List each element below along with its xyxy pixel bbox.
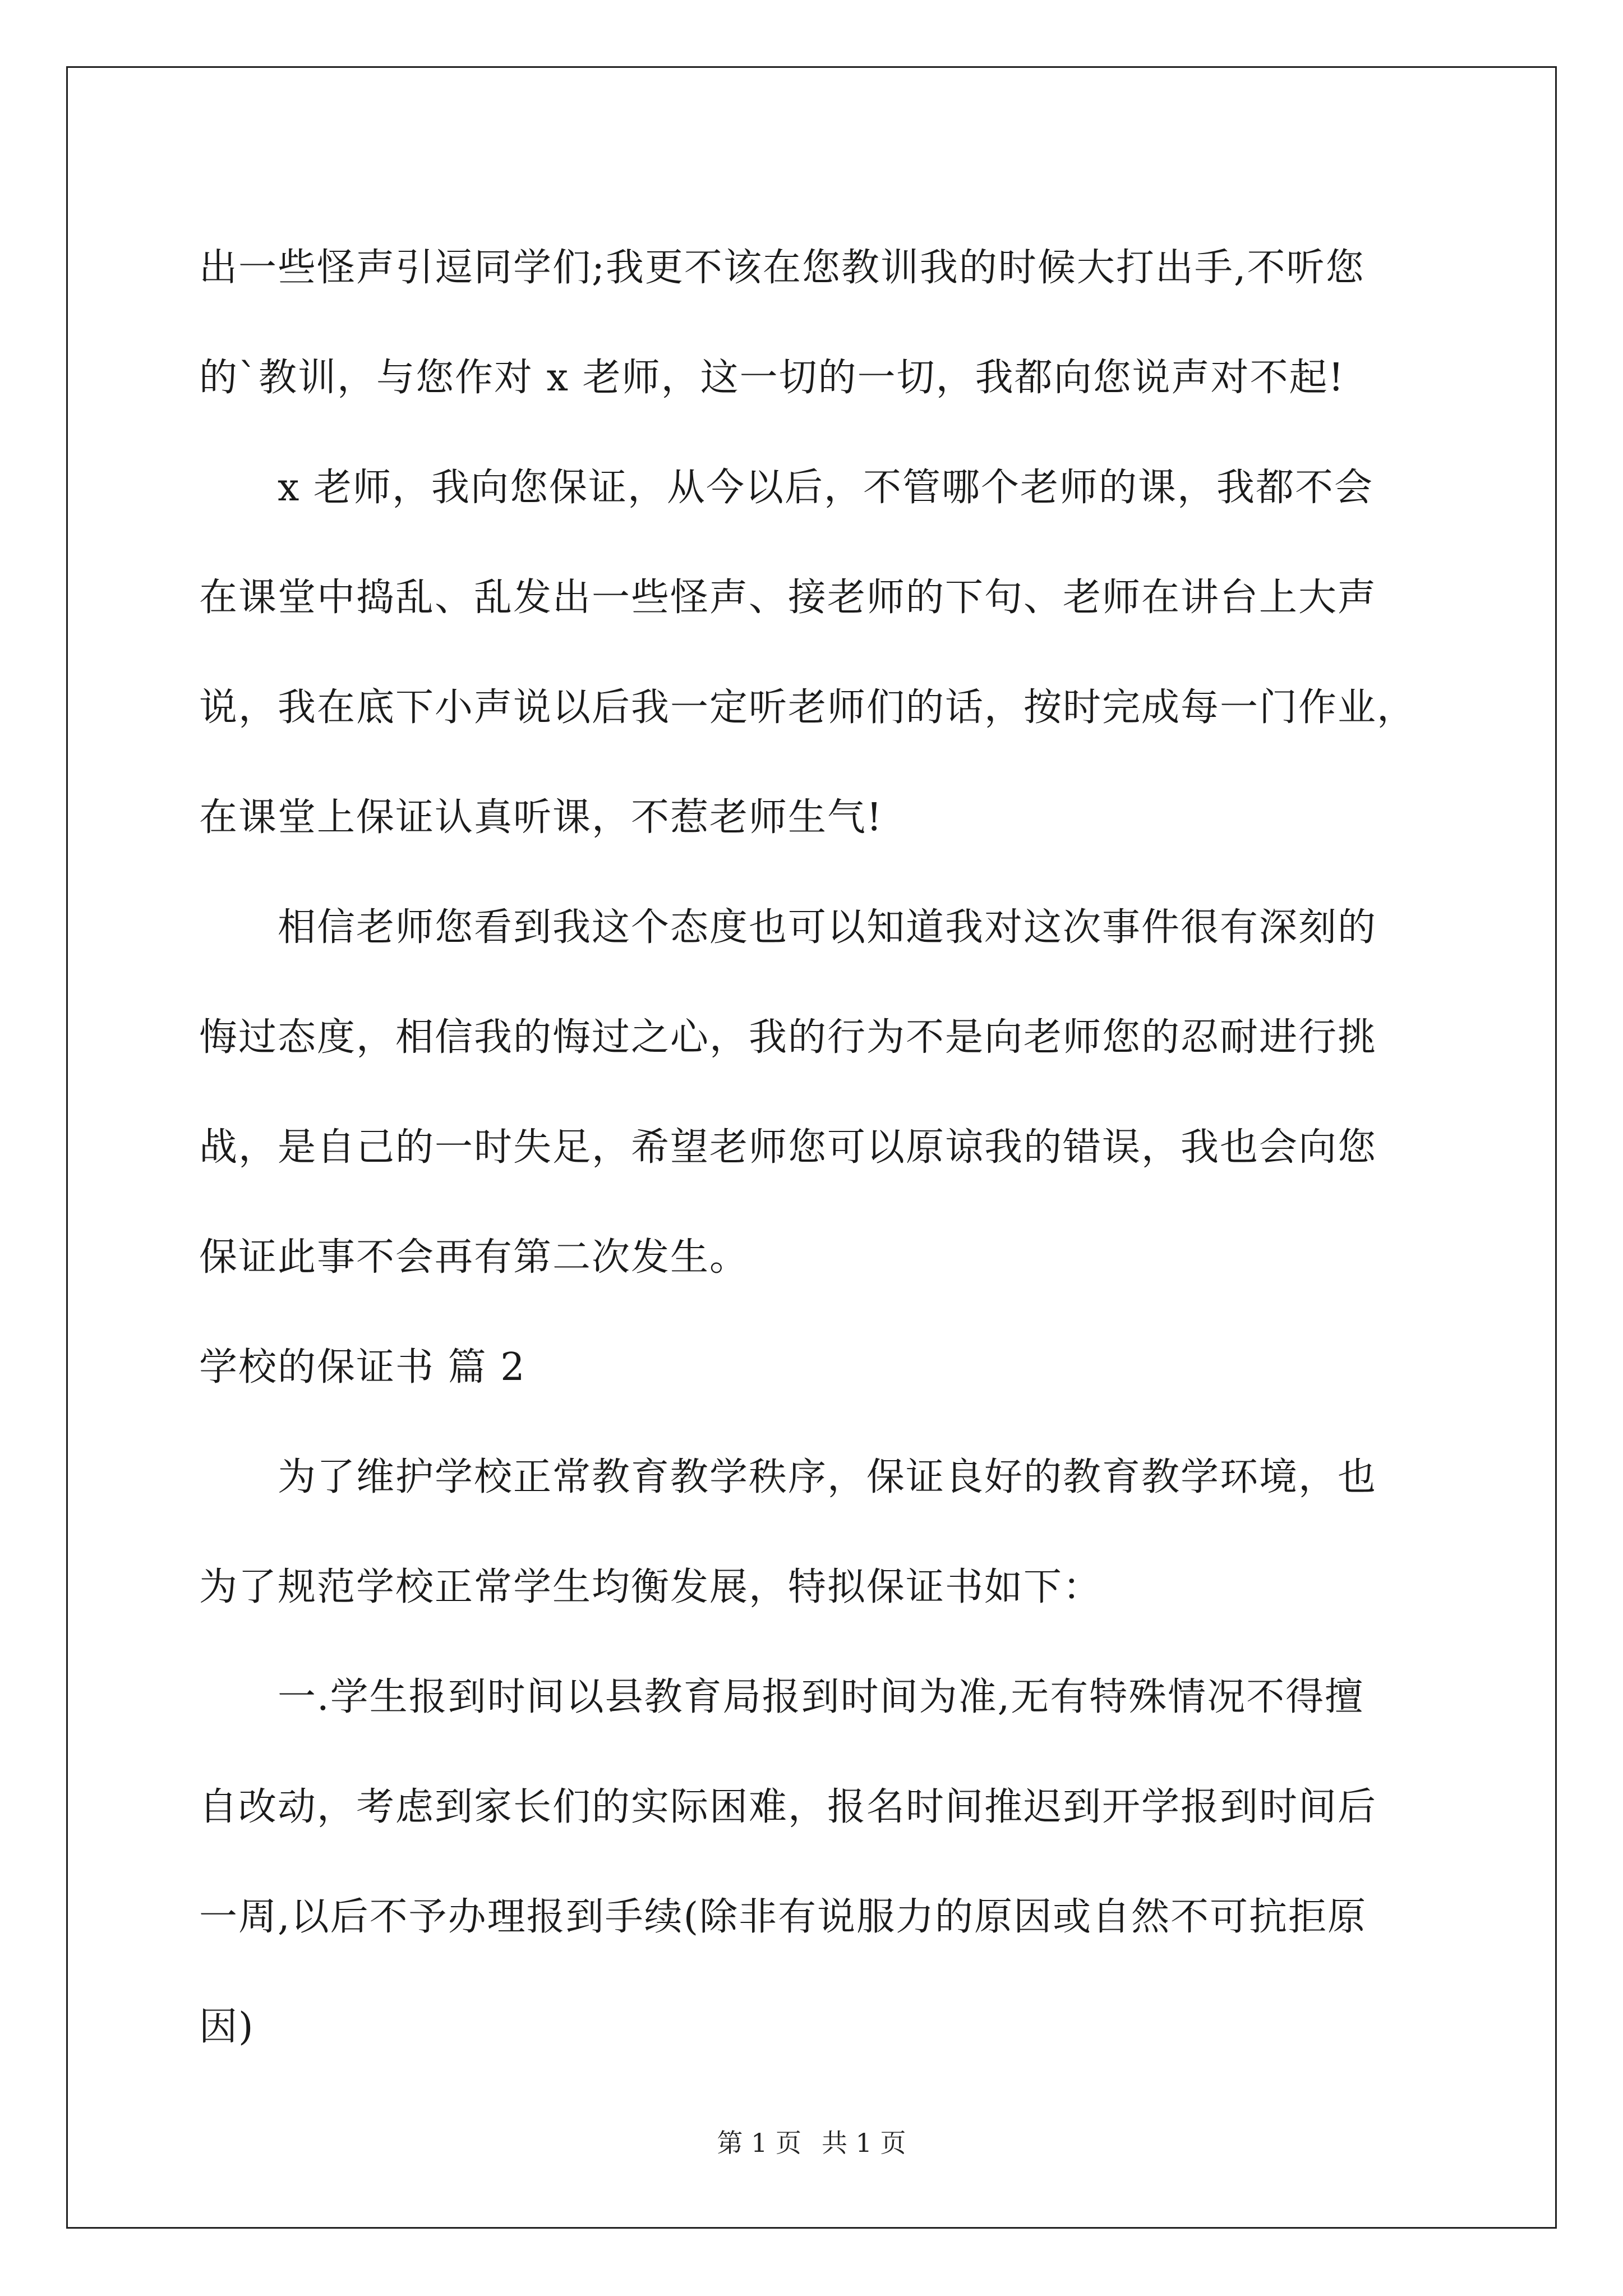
text-line: 为了规范学校正常学生均衡发展，特拟保证书如下：: [199, 1565, 1103, 1609]
text-line: 在课堂上保证认真听课，不惹老师生气!: [199, 795, 883, 840]
document-body: [199, 213, 1427, 2082]
text-line: 自改动，考虑到家长们的实际困难，报名时间推迟到开学报到时间后: [199, 1785, 1377, 1829]
text-line: 保证此事不会再有第二次发生。: [199, 1235, 749, 1280]
page-number: 第 1 页: [717, 2128, 801, 2158]
text-line: 因): [199, 2005, 255, 2049]
text-line: 战，是自己的一时失足，希望老师您可以原谅我的错误，我也会向您: [199, 1125, 1377, 1170]
text-line: 相信老师您看到我这个态度也可以知道我对这次事件很有深刻的: [278, 905, 1377, 950]
text-line: 的`教训，与您作对 x 老师，这一切的一切，我都向您说声对不起!: [199, 356, 1345, 400]
page-total: 共 1 页: [822, 2128, 906, 2158]
text-line: 为了维护学校正常教育教学秩序，保证良好的教育教学环境，也: [278, 1455, 1377, 1499]
text-line: 说，我在底下小声说以后我一定听老师们的话，按时完成每一门作业，: [199, 685, 1417, 730]
text-line: 出一些怪声引逗同学们;我更不该在您教训我的时候大打出手,不听您: [199, 246, 1365, 290]
text-line: x 老师，我向您保证，从今以后，不管哪个老师的课，我都不会: [278, 466, 1373, 510]
text-line: 在课堂中捣乱、乱发出一些怪声、接老师的下句、老师在讲台上大声: [199, 576, 1377, 620]
text-line: 一周,以后不予办理报到手续(除非有说服力的原因或自然不可抗拒原: [199, 1895, 1367, 1939]
page-footer: [0, 2126, 1623, 2160]
section-heading: 学校的保证书 篇 2: [199, 1345, 526, 1389]
text-line: 悔过态度，相信我的悔过之心，我的行为不是向老师您的忍耐进行挑: [199, 1015, 1377, 1060]
text-line: 一.学生报到时间以县教育局报到时间为准,无有特殊情况不得擅: [278, 1675, 1364, 1719]
